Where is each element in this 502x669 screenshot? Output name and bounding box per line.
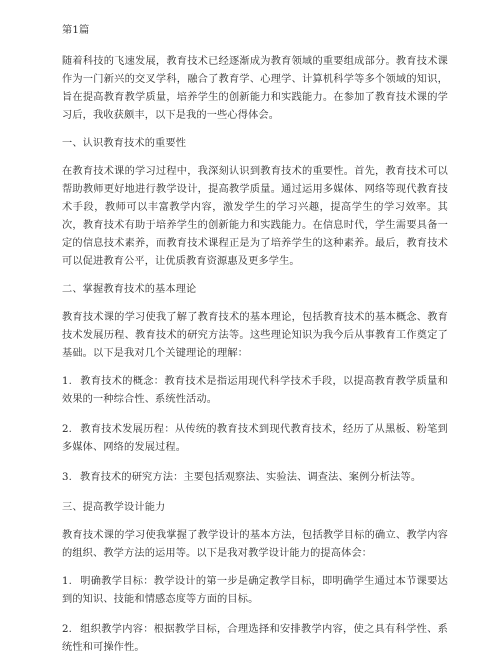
section-heading-1: 一、认识教育技术的重要性	[62, 138, 187, 149]
section-paragraph-2: 教育技术课的学习使我了解了教育技术的基本理论，包括教育技术的基本概念、教育技术发展历程、教育技术的研究方法等。这些理论知识为我今后从事教育工作奠定了基础。以下是我对几个关键理论的理解：	[62, 312, 448, 359]
section-heading-3: 三、提高教学设计能力	[62, 502, 166, 513]
intro-paragraph: 随着科技的飞速发展，教育技术已经逐渐成为教育领域的重要组成部分。教育技术课作为一门新兴的交叉学科，融合了教育学、心理学、计算机科学等多个领域的知识，旨在提高教育教学质量，培养学生的创新能力和实践能力。在参加了教育技术课的学习后，我收获颇丰，以下是我的一些心得体会。	[62, 56, 448, 121]
list-item	[62, 373, 448, 409]
list-item-text: 教育技术的概念：教育技术是指运用现代科学技术手段，以提高教育教学质量和效果的一种综合性、系统性活动。	[62, 376, 448, 405]
list-item-text: 教育技术发展历程：从传统的教育技术到现代教育技术，经历了从黑板、粉笔到多媒体、网络的发展过程。	[62, 424, 448, 453]
list-item	[62, 621, 448, 657]
section-paragraph-3: 教育技术课的学习使我掌握了教学设计的基本方法，包括教学目标的确立、教学内容的组织、教学方法的运用等。以下是我对教学设计能力的提高体会：	[62, 530, 448, 559]
list-item	[62, 573, 448, 609]
list-item	[62, 421, 448, 457]
list-item	[62, 469, 448, 487]
list-item-number: 3.	[62, 472, 73, 483]
list-item-number: 2.	[62, 624, 73, 635]
section-heading-2: 二、掌握教育技术的基本理论	[62, 284, 197, 295]
list-item-text: 教育技术的研究方法：主要包括观察法、实验法、调查法、案例分析法等。	[80, 472, 422, 483]
list-item-number: 2.	[62, 424, 73, 435]
part-label: 第1篇	[62, 25, 90, 36]
list-item-text: 组织教学内容：根据教学目标，合理选择和安排教学内容，使之具有科学性、系统性和可操作性。	[62, 624, 448, 653]
list-item-number: 1.	[62, 576, 73, 587]
section-paragraph-1: 在教育技术课的学习过程中，我深刻认识到教育技术的重要性。首先，教育技术可以帮助教师更好地进行教学设计，提高教学质量。通过运用多媒体、网络等现代教育技术手段，教师可以丰富教学内容，激发学生的学习兴趣，提高学生的学习效率。其次，教育技术有助于培养学生的创新能力和实践能力。在信息时代，学生需要具备一定的信息技术素养，而教育技术课程正是为了培养学生的这种素养。最后，教育技术可以促进教育公平，让优质教育资源惠及更多学生。	[62, 166, 448, 267]
list-item-text: 明确教学目标：教学设计的第一步是确定教学目标，即明确学生通过本节课要达到的知识、技能和情感态度等方面的目标。	[62, 576, 448, 605]
document-page	[62, 22, 448, 669]
list-item-number: 1.	[62, 376, 73, 387]
